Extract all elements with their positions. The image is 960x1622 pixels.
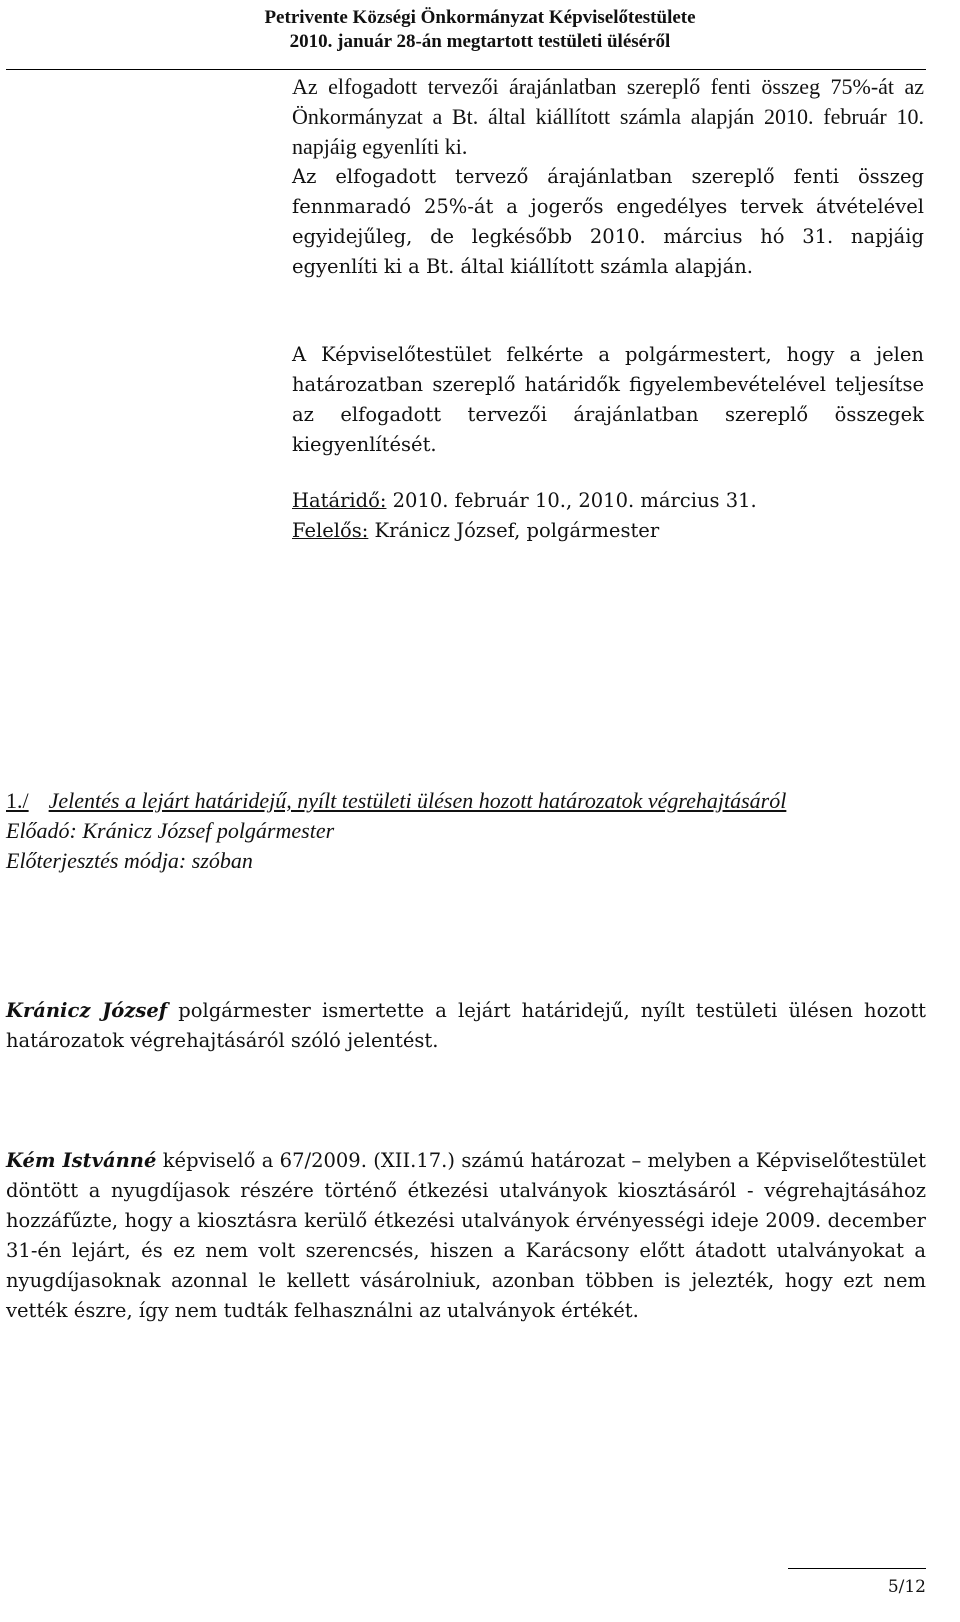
comment-speaker: Kém Istvánné bbox=[6, 1149, 157, 1172]
agenda-item bbox=[6, 786, 926, 876]
payment-paragraph-2: Az elfogadott tervező árajánlatban szereplő fenti összeg fennmaradó 25%-át a jogerős engedélyes tervek átvételével egyidejűleg, de legkésőbb 2010. március hó 31. napjáig egyenlíti ki a Bt. által kiállított számla alapján. bbox=[292, 165, 924, 278]
footer-divider bbox=[788, 1568, 926, 1569]
report-speaker: Kránicz József bbox=[6, 999, 168, 1022]
payment-paragraph-1: Az elfogadott tervezői árajánlatban szereplő fenti összeg 75%-át az Önkormányzat a Bt. által kiállított számla alapján 2010. február 10. napjáig egyenlíti ki. bbox=[292, 74, 924, 159]
header-divider bbox=[6, 69, 926, 70]
responsible-line bbox=[292, 516, 924, 546]
header-council-name: Petrivente Községi Önkormányzat Képviselőtestülete bbox=[264, 7, 696, 28]
agenda-number: 1./ bbox=[6, 788, 29, 813]
responsible-label: Felelős: bbox=[292, 519, 369, 542]
deadline-line bbox=[292, 486, 924, 516]
document-header bbox=[0, 6, 960, 54]
responsible-value: Kránicz József, polgármester bbox=[368, 519, 660, 542]
agenda-presenter: Előadó: Kránicz József polgármester bbox=[6, 818, 335, 843]
comment-text: képviselő a 67/2009. (XII.17.) számú határozat – melyben a Képviselőtestület döntött a nyugdíjasok részére történő étkezési utalványok kiosztásáról - végrehajtásához hozzáfűzte, hogy a kiosztásra kerülő étkezési utalványok érvényességi ideje 2009. december 31-én lejárt, és ez nem volt szerencsés, hiszen a Karácsony előtt átadott utalványokat a nyugdíjasoknak azonnal le kellett vásárolniuk, azonban többen is jelezték, hogy ezt nem vették észre, így nem tudták felhasználni az utalványok értékét. bbox=[6, 1149, 927, 1322]
report-text: polgármester ismertette a lejárt határidejű, nyílt testületi ülésen hozott határozatok végrehajtásáról szóló jelentést. bbox=[6, 999, 926, 1052]
agenda-title: Jelentés a lejárt határidejű, nyílt testületi ülésen hozott határozatok végrehajtásáról bbox=[48, 788, 787, 813]
comment-paragraph bbox=[6, 1146, 926, 1326]
deadline-value: 2010. február 10., 2010. március 31. bbox=[386, 489, 757, 512]
deadline-label: Határidő: bbox=[292, 489, 387, 512]
page-number: 5/12 bbox=[887, 1577, 926, 1597]
resolution-text: A Képviselőtestület felkérte a polgármestert, hogy a jelen határozatban szereplő határidők figyelembevételével teljesítse az elfogadott tervezői árajánlatban szereplő összegek kiegyenlítését. bbox=[292, 343, 924, 456]
header-meeting-date: 2010. január 28-án megtartott testületi üléséről bbox=[289, 31, 671, 52]
report-paragraph bbox=[6, 996, 926, 1056]
agenda-method: Előterjesztés módja: szóban bbox=[6, 848, 253, 873]
